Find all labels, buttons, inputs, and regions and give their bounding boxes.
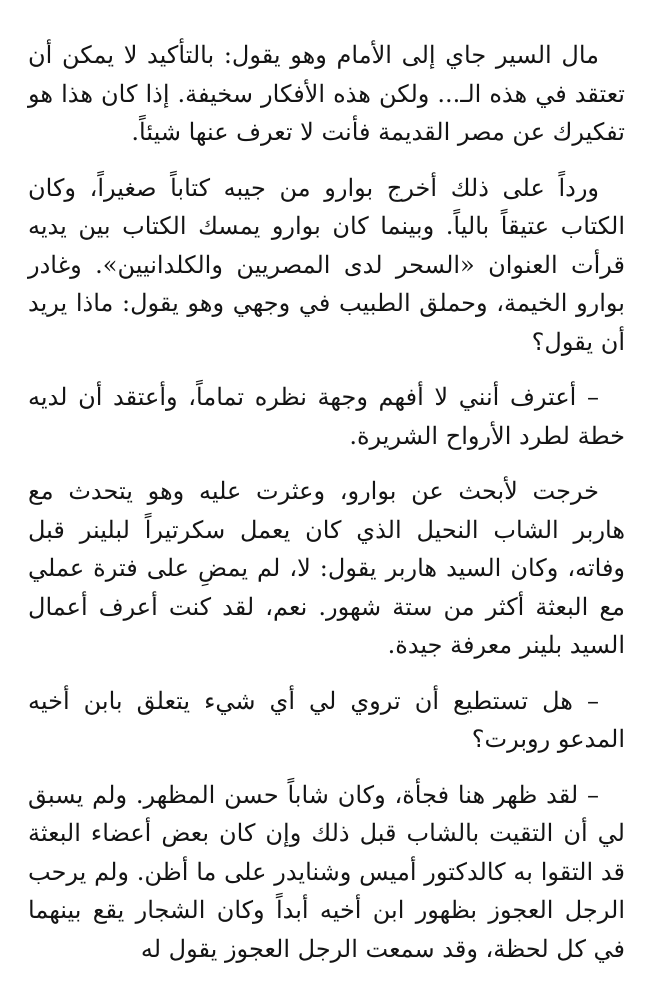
paragraph-3: – أعترف أنني لا أفهم وجهة نظره تماماً، وأعتقد أن لديه خطة لطرد الأرواح الشريرة. — [28, 383, 625, 450]
paragraph-6: – لقد ظهر هنا فجأة، وكان شاباً حسن المظهر. ولم يسبق لي أن التقيت بالشاب قبل ذلك وإن كان بعض أعضاء البعثة قد التقوا به كالدكتور أميس وشنايدر على ما أظن. ولم يرحب الرجل العجوز بظهور ابن أخيه أبداً وكان الشجار يقع بينهما في كل لحظة، وقد سمعت الرجل العجوز يقول له — [28, 780, 625, 963]
paragraph-1: مال السير جاي إلى الأمام وهو يقول: بالتأكيد لا يمكن أن تعتقد في هذه الـ... ولكن هذه الأفكار سخيفة. إذا كان هذا هو تفكيرك عن مصر القديمة فأنت لا تعرف عنها شيئاً. — [28, 41, 625, 146]
paragraph-5: – هل تستطيع أن تروي لي أي شيء يتعلق بابن أخيه المدعو روبرت؟ — [28, 686, 625, 753]
book-page — [28, 36, 625, 968]
paragraph-2: ورداً على ذلك أخرج بوارو من جيبه كتاباً صغيراً، وكان الكتاب عتيقاً بالياً. وبينما كان بوارو يمسك الكتاب بين يديه قرأت العنوان «السحر لدى المصريين والكلدانيين». وغادر بوارو الخيمة، وحملق الطبيب في وجهي وهو يقول: ماذا يريد أن يقول؟ — [28, 173, 625, 356]
paragraph-4: خرجت لأبحث عن بوارو، وعثرت عليه وهو يتحدث مع هاربر الشاب النحيل الذي كان يعمل سكرتيراً لبلينر قبل وفاته، وكان السيد هاربر يقول: لا، لم يمضِ على فترة عملي مع البعثة أكثر من ستة شهور. نعم، لقد كنت أعرف أعمال السيد بلينر معرفة جيدة. — [28, 477, 625, 659]
